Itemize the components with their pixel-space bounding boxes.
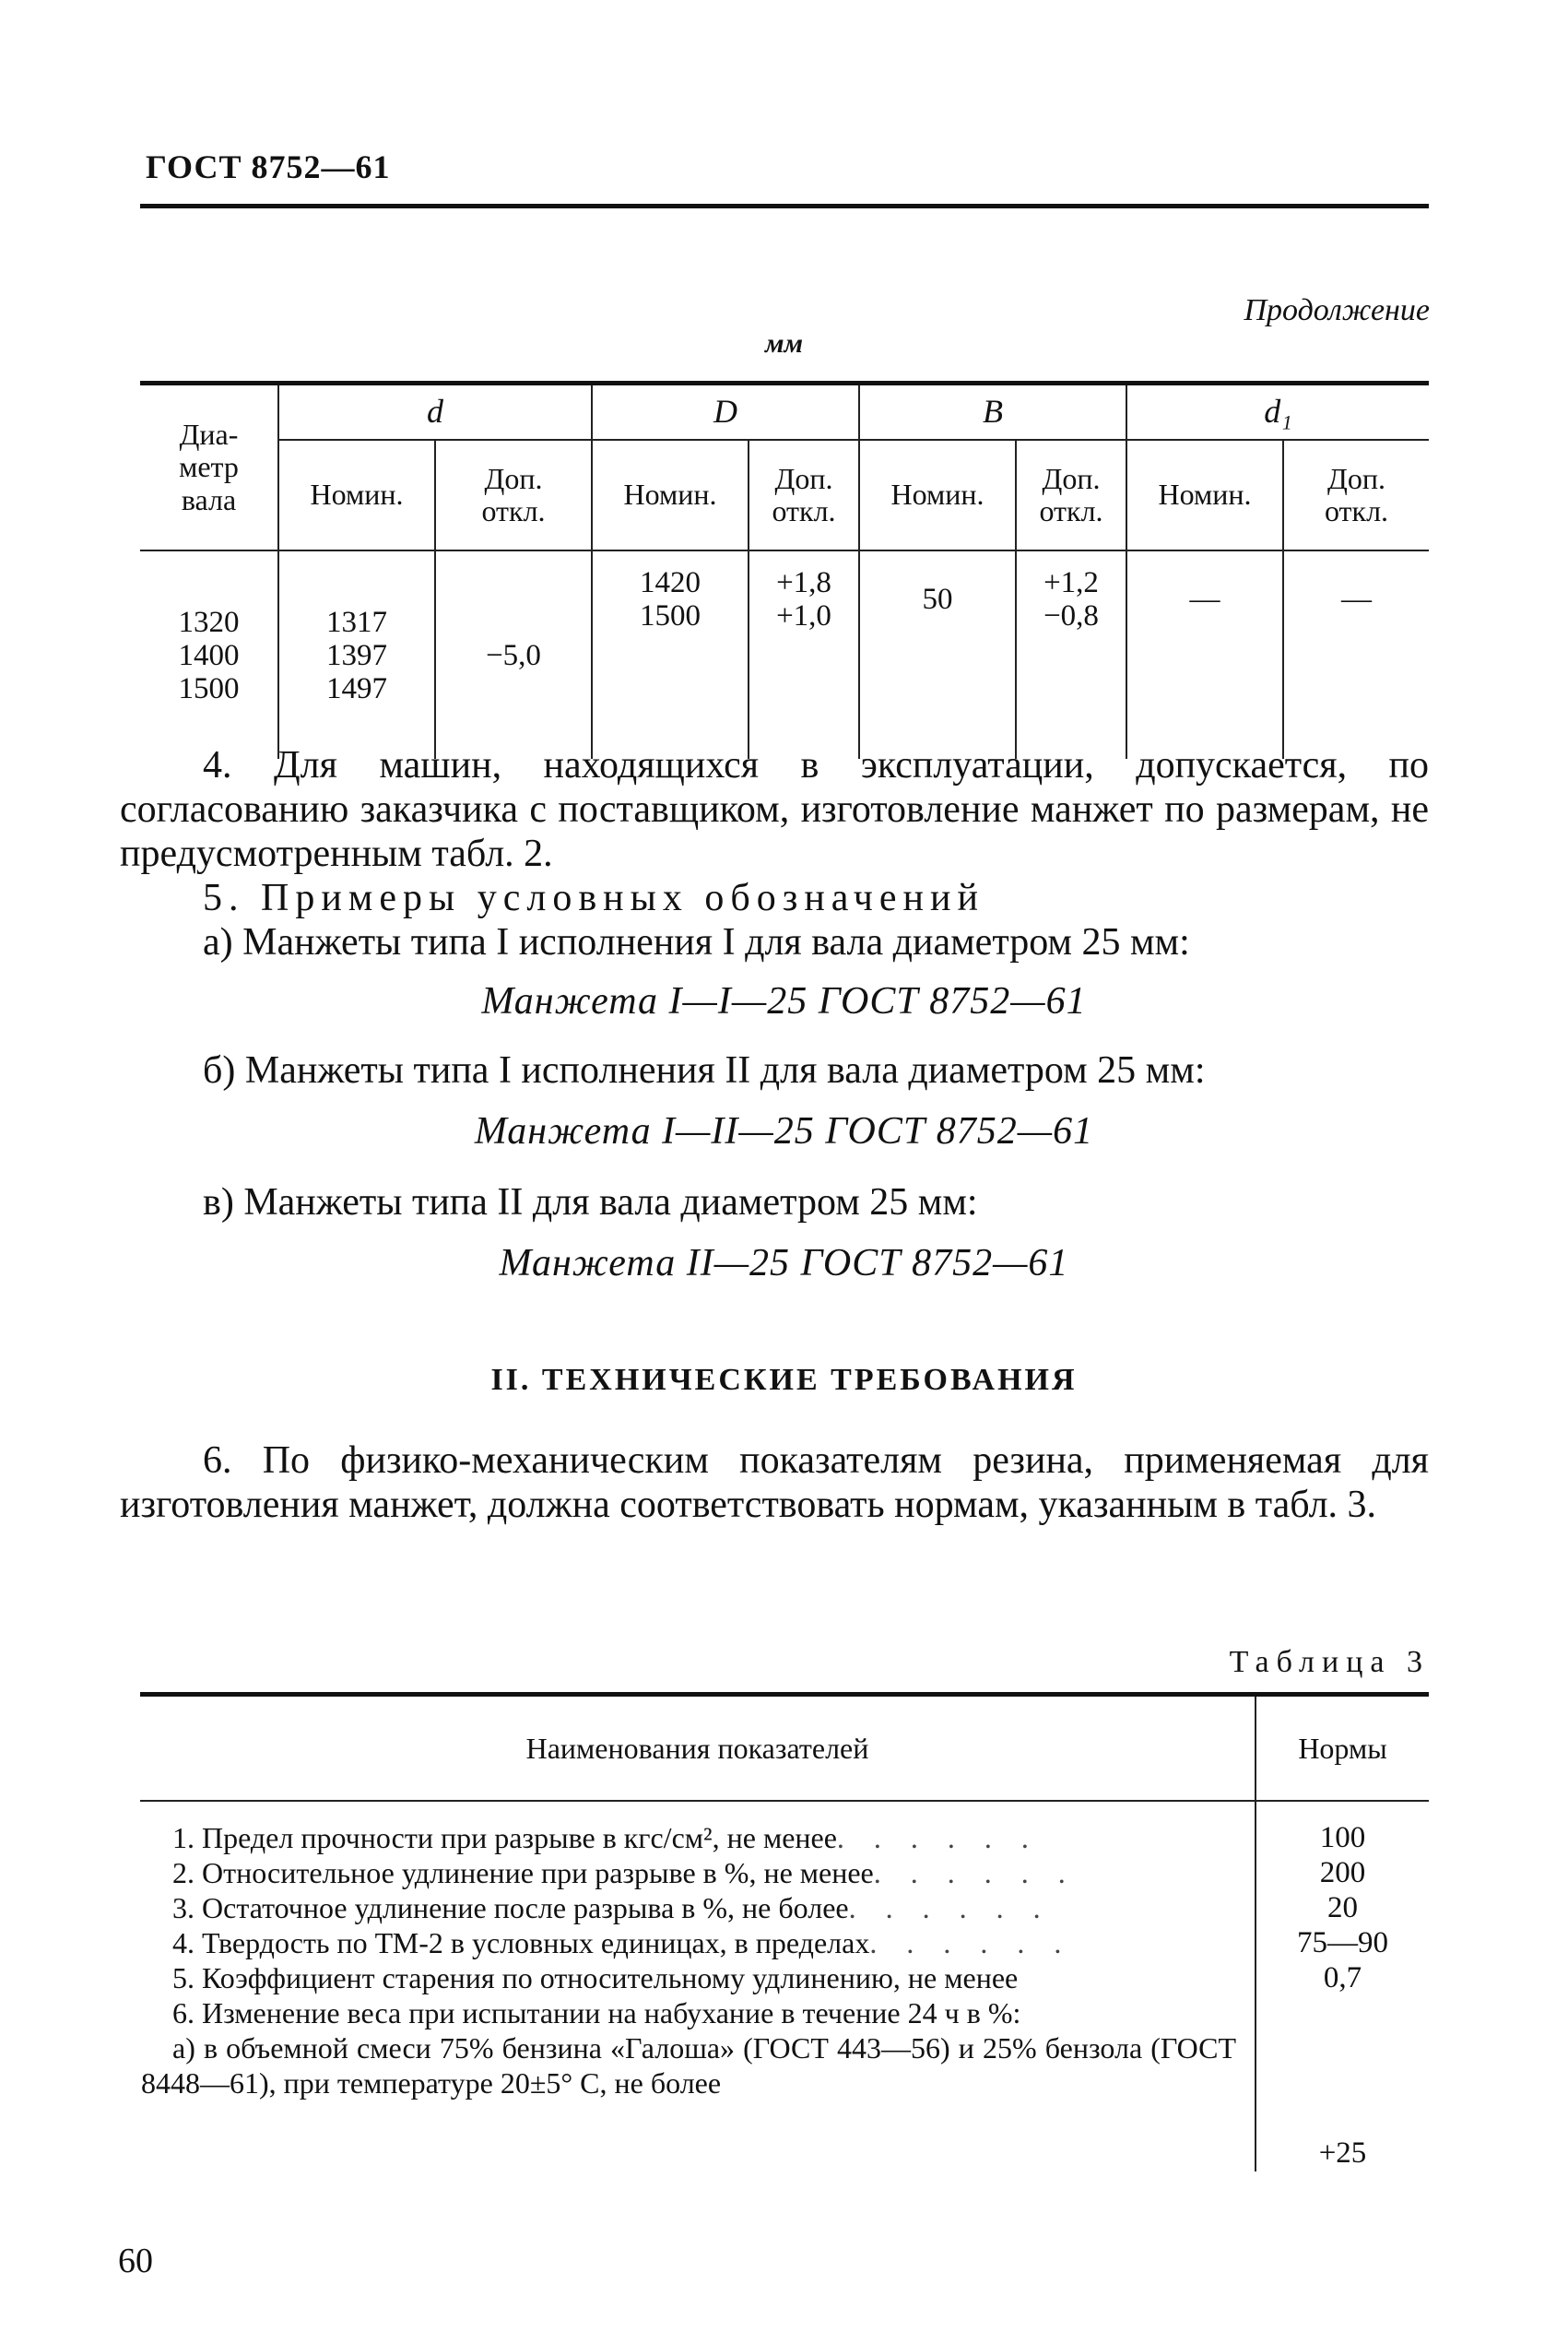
- sub-nominal: Номин.: [278, 440, 435, 550]
- group-B: B: [859, 384, 1126, 441]
- sub-nominal: Номин.: [859, 440, 1016, 550]
- example-a-code: Манжета I—I—25 ГОСТ 8752—61: [481, 980, 1087, 1023]
- cell-d1-dev: —: [1283, 550, 1429, 759]
- example-b-code: Манжета I—II—25 ГОСТ 8752—61: [474, 1110, 1094, 1153]
- example-b-label: б) Манжеты типа I исполнения II для вала диаметром 25 мм:: [203, 1049, 1206, 1092]
- list-item: 6. Изменение веса при испытании на набухание в течение 24 ч в %:: [172, 1996, 1021, 2029]
- sub-deviation: Доп. откл.: [1016, 440, 1126, 550]
- sub-deviation: Доп. откл.: [435, 440, 592, 550]
- paragraph-6: 6. По физико-механическим показателям резина, применяемая для изготовления манжет, должна соответствовать нормам, указанным в табл. 3.: [120, 1439, 1429, 1526]
- col-indicator-name: Наименования показателей: [140, 1695, 1256, 1802]
- list-item: а) в объемной смеси 75% бензина «Галоша» (ГОСТ 443—56) и 25% бензола (ГОСТ 8448—61), при температуре 20±5° С, не более: [141, 2031, 1236, 2100]
- example-a-label: а) Манжеты типа I исполнения I для вала диаметром 25 мм:: [203, 921, 1190, 964]
- dimensions-table: [140, 381, 1429, 759]
- col-shaft-diameter: Диа- метр вала: [140, 384, 278, 551]
- norm-value: 100: [1319, 1821, 1366, 1854]
- units-label: мм: [764, 328, 804, 359]
- requirements-table: [140, 1692, 1429, 2171]
- cell-d1-nom: —: [1126, 550, 1283, 759]
- paragraph-4: 4. Для машин, находящихся в эксплуатации, допускается, по согласованию заказчика с поставщиком, изготовление манжет по размерам, не предусмотренным табл. 2.: [120, 744, 1429, 875]
- cell-shaft: 1320 1400 1500: [178, 605, 240, 705]
- group-D: D: [592, 384, 859, 441]
- norm-value: 75—90: [1297, 1926, 1388, 1959]
- cell-B-nom: 50: [859, 550, 1016, 759]
- sub-deviation: Доп. откл.: [749, 440, 859, 550]
- cell-d-nom: 1317 1397 1497: [278, 550, 435, 759]
- list-item: 4. Твердость по ТМ-2 в условных единицах, в пределах . . . . . .: [172, 1926, 1073, 1959]
- indicator-list: [140, 1801, 1256, 2171]
- header-rule: [140, 204, 1429, 208]
- example-c-code: Манжета II—25 ГОСТ 8752—61: [499, 1242, 1069, 1284]
- page-number: 60: [118, 2242, 153, 2280]
- list-item: 3. Остаточное удлинение после разрыва в %, не более . . . . . .: [172, 1891, 1052, 1924]
- group-d1: d₁: [1126, 384, 1429, 441]
- norm-value: 200: [1319, 1856, 1366, 1889]
- list-item: 2. Относительное удлинение при разрыве в %, не менее . . . . . .: [172, 1856, 1077, 1889]
- section-title: II. ТЕХНИЧЕСКИЕ ТРЕБОВАНИЯ: [490, 1363, 1078, 1397]
- cell-D-nom: 1420 1500: [592, 550, 749, 759]
- cell-B-dev: +1,2 −0,8: [1016, 550, 1126, 759]
- group-d: d: [278, 384, 592, 441]
- table-row: [140, 550, 1429, 759]
- norms-list: [1256, 1801, 1429, 2171]
- document-header: ГОСТ 8752—61: [146, 148, 391, 185]
- sub-deviation: Доп. откл.: [1283, 440, 1429, 550]
- norm-value: +25: [1318, 2136, 1367, 2170]
- sub-nominal: Номин.: [1126, 440, 1283, 550]
- cell-d-dev: −5,0: [435, 550, 592, 759]
- norm-value: 0,7: [1323, 1961, 1362, 1994]
- example-c-label: в) Манжеты типа II для вала диаметром 25 мм:: [203, 1181, 978, 1224]
- table-3-label: Таблица 3: [1229, 1645, 1430, 1679]
- sub-nominal: Номин.: [592, 440, 749, 550]
- list-item: 1. Предел прочности при разрыве в кгс/см², не менее . . . . . .: [172, 1821, 1040, 1854]
- norm-value: 20: [1327, 1891, 1358, 1924]
- col-norms: Нормы: [1256, 1695, 1429, 1802]
- cell-D-dev: +1,8 +1,0: [749, 550, 859, 759]
- list-item: 5. Коэффициент старения по относительному удлинению, не менее: [172, 1961, 1019, 1994]
- paragraph-5: 5. Примеры условных обозначений: [203, 877, 984, 919]
- continuation-label: Продолжение: [1244, 293, 1430, 327]
